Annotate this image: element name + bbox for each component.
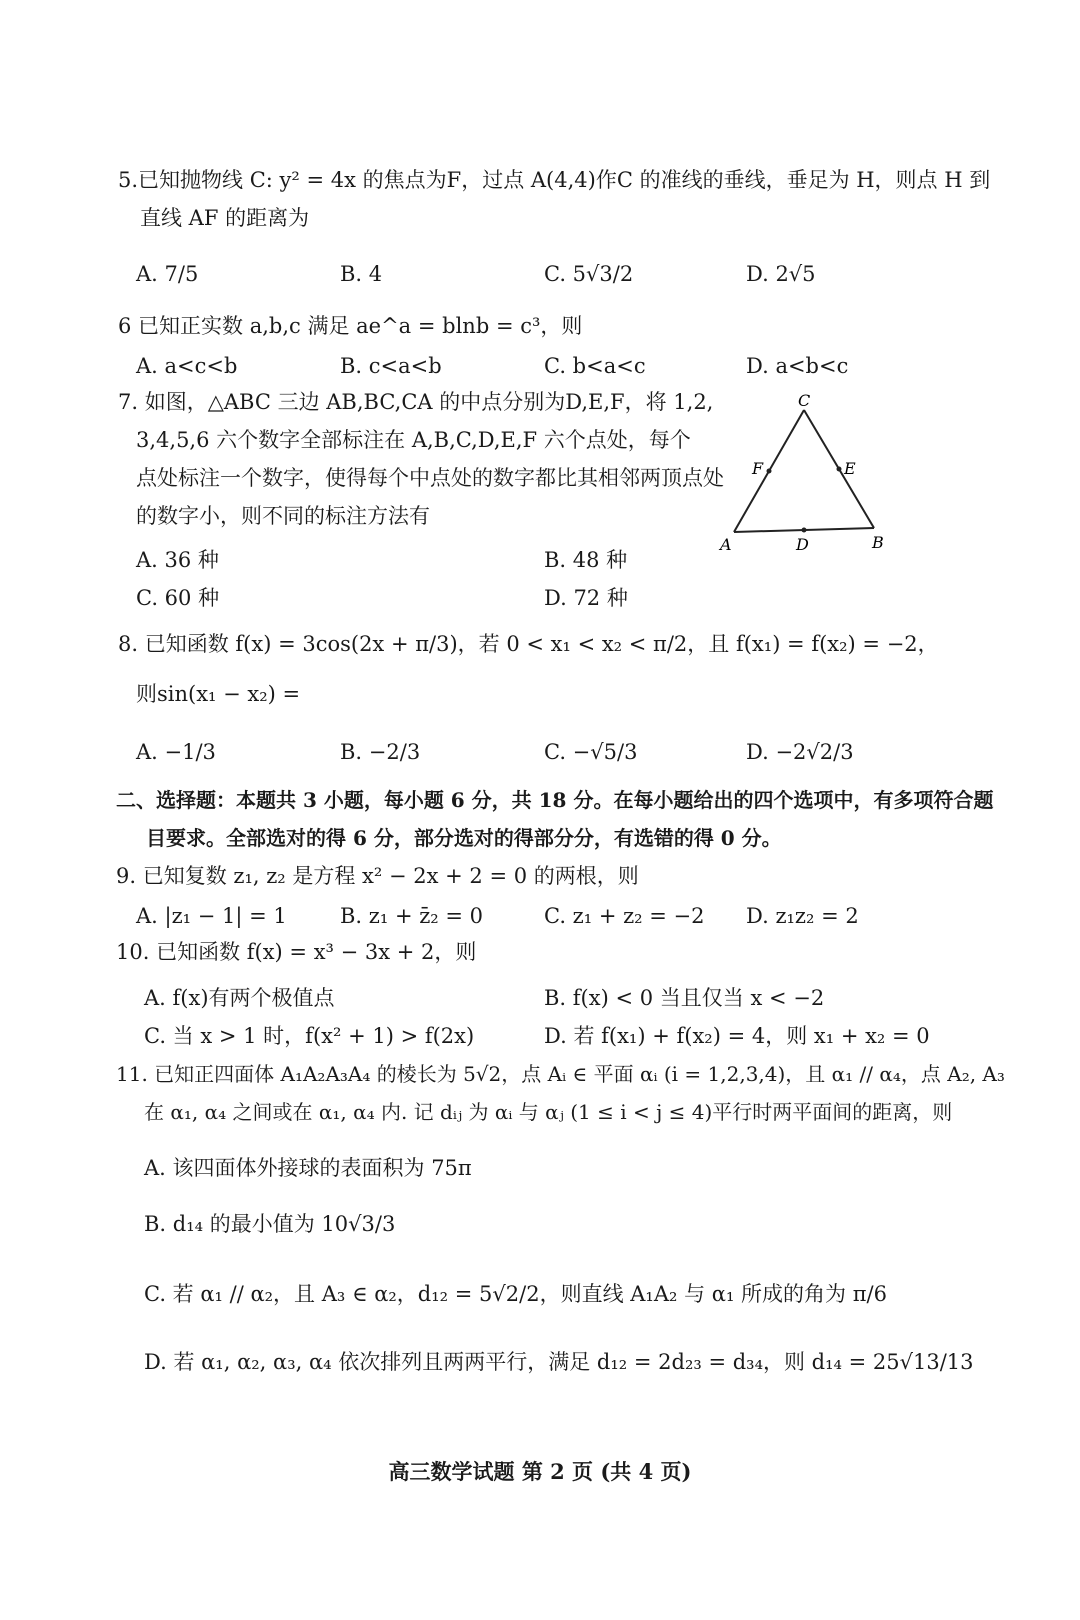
label-a: A	[720, 535, 732, 554]
label-c: C	[798, 391, 811, 410]
q5-stem-line2: 直线 AF 的距离为	[140, 206, 310, 230]
q11-option-d: D. 若 α₁, α₂, α₃, α₄ 依次排列且两两平行，满足 d₁₂ = 2d₂₃ = d₃₄，则 d₁₄ = 25√13/13	[144, 1350, 974, 1374]
q8-stem-line2: 则sin(x₁ − x₂) =	[136, 682, 301, 706]
q9-stem: 9. 已知复数 z₁, z₂ 是方程 x² − 2x + 2 = 0 的两根，则	[116, 864, 639, 888]
q6-option-d: D. a<b<c	[746, 354, 849, 378]
q6-option-c: C. b<a<c	[544, 354, 646, 378]
q8-option-a: A. −1/3	[136, 740, 216, 764]
q8-option-b: B. −2/3	[340, 740, 421, 764]
section2-instruction-line2: 目要求。全部选对的得 6 分，部分选对的得部分分，有选错的得 0 分。	[146, 826, 782, 850]
q11-option-b: B. d₁₄ 的最小值为 10√3/3	[144, 1212, 396, 1236]
q8-option-c: C. −√5/3	[544, 740, 638, 764]
q5-stem-line1: 5.已知抛物线 C: y² = 4x 的焦点为F，过点 A(4,4)作C 的准线的垂线，垂足为 H，则点 H 到	[118, 168, 991, 192]
q7-option-a: A. 36 种	[136, 548, 219, 572]
q5-option-d: D. 2√5	[746, 262, 816, 286]
label-d: D	[796, 535, 809, 554]
q10-option-d: D. 若 f(x₁) + f(x₂) = 4，则 x₁ + x₂ = 0	[544, 1024, 930, 1048]
q5-option-c: C. 5√3/2	[544, 262, 634, 286]
q7-option-d: D. 72 种	[544, 586, 628, 610]
q11-option-c: C. 若 α₁ // α₂，且 A₃ ∈ α₂，d₁₂ = 5√2/2，则直线 A₁A₂ 与 α₁ 所成的角为 π/6	[144, 1282, 887, 1306]
page-footer: 高三数学试题 第 2 页 (共 4 页)	[388, 1459, 692, 1484]
q9-option-a: A. |z₁ − 1| = 1	[136, 904, 287, 928]
label-b: B	[872, 533, 884, 552]
q7-stem-line3: 点处标注一个数字，使得每个中点处的数字都比其相邻两顶点处	[136, 466, 724, 490]
q7-stem-line2: 3,4,5,6 六个数字全部标注在 A,B,C,D,E,F 六个点处，每个	[136, 428, 691, 452]
q11-option-a: A. 该四面体外接球的表面积为 75π	[144, 1156, 472, 1180]
q10-stem: 10. 已知函数 f(x) = x³ − 3x + 2，则	[116, 940, 477, 964]
q6-option-b: B. c<a<b	[340, 354, 442, 378]
q10-option-a: A. f(x)有两个极值点	[144, 986, 335, 1010]
q9-option-b: B. z₁ + z̄₂ = 0	[340, 904, 484, 928]
q10-option-b: B. f(x) < 0 当且仅当 x < −2	[544, 986, 825, 1010]
section2-instruction-line1: 二、选择题：本题共 3 小题，每小题 6 分，共 18 分。在每小题给出的四个选项中，有多项符合题	[116, 788, 994, 812]
q7-triangle-figure	[712, 388, 892, 558]
q10-option-c: C. 当 x > 1 时，f(x² + 1) > f(2x)	[144, 1024, 475, 1048]
point-e	[837, 467, 842, 472]
q7-stem-line4: 的数字小，则不同的标注方法有	[136, 504, 430, 528]
q8-option-d: D. −2√2/3	[746, 740, 854, 764]
q7-option-c: C. 60 种	[136, 586, 220, 610]
q6-option-a: A. a<c<b	[136, 354, 238, 378]
q11-stem-line2: 在 α₁, α₄ 之间或在 α₁, α₄ 内. 记 dᵢⱼ 为 αᵢ 与 αⱼ (1 ≤ i < j ≤ 4)平行时两平面间的距离，则	[144, 1100, 953, 1124]
q5-option-b: B. 4	[340, 262, 383, 286]
q5-option-a: A. 7/5	[136, 262, 199, 286]
label-e: E	[844, 459, 856, 478]
q11-stem-line1: 11. 已知正四面体 A₁A₂A₃A₄ 的棱长为 5√2，点 Aᵢ ∈ 平面 αᵢ (i = 1,2,3,4)，且 α₁ // α₄，点 A₂, A₃	[116, 1062, 1005, 1086]
q7-stem-line1: 7. 如图，△ABC 三边 AB,BC,CA 的中点分别为D,E,F，将 1,2,	[118, 390, 714, 414]
q9-option-d: D. z₁z₂ = 2	[746, 904, 859, 928]
point-f	[767, 469, 772, 474]
q6-stem: 6 已知正实数 a,b,c 满足 ae^a = blnb = c³，则	[118, 314, 583, 338]
q7-option-b: B. 48 种	[544, 548, 628, 572]
q9-option-c: C. z₁ + z₂ = −2	[544, 904, 705, 928]
q8-stem-line1: 8. 已知函数 f(x) = 3cos(2x + π/3)，若 0 < x₁ < x₂ < π/2，且 f(x₁) = f(x₂) = −2，	[118, 632, 939, 656]
label-f: F	[752, 459, 764, 478]
point-d	[802, 528, 807, 533]
